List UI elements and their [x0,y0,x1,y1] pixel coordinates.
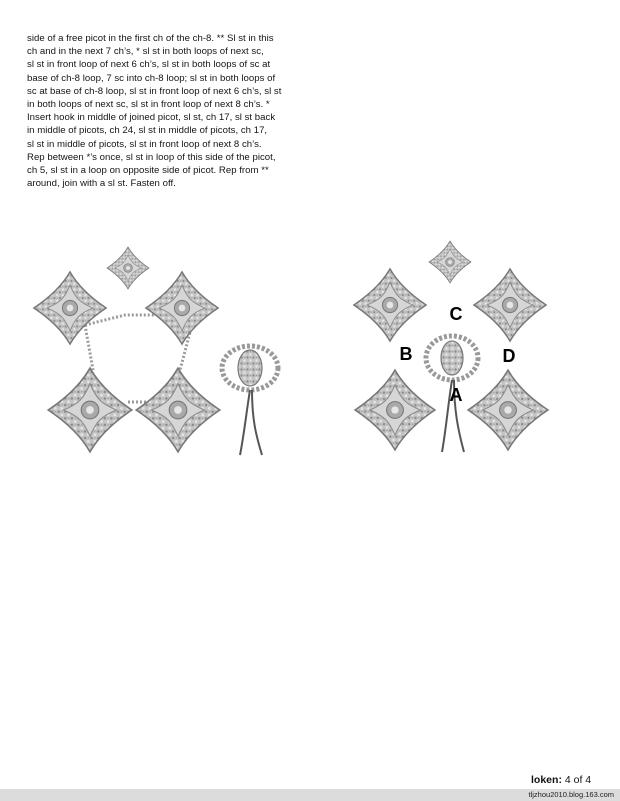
footer-separator: : [558,774,562,786]
instruction-line: ch 5, sl st in a loop on opposite side of picot. Rep from ** [27,165,269,177]
footer-bar [0,789,620,801]
label-a: A [449,385,463,405]
page-number: 4 of 4 [561,774,592,786]
motif-top-left [354,269,426,341]
instruction-line: sl st in front loop of next 6 ch’s, sl st in both loops of sc at [27,59,271,71]
instruction-line: around, join with a sl st. Fasten off. [27,178,176,190]
motif-bottom-right [468,370,548,450]
crochet-motifs-photo-unassembled [30,230,295,480]
motif-bottom-left [48,368,132,452]
instruction-line: side of a free picot in the first ch of the ch-8. ** Sl st in this [27,33,274,44]
motif-small-top [107,247,149,289]
crochet-assembly-illustration [340,230,570,480]
label-d: D [502,346,516,366]
instruction-line: ch and in the next 7 ch’s, * sl st in both loops of next sc, [27,46,264,58]
pattern-instructions [27,32,317,190]
instruction-line: sl st in middle of picots, sl st in front loop of next 8 ch’s. [27,138,262,150]
instruction-line: sc at base of ch-8 loop, sl st in front loop of next 6 ch’s, sl st [27,85,282,97]
instruction-line: in both loops of next sc, sl st in front loop of next 8 ch’s. * [27,99,270,111]
footer-brand: loken [531,774,559,786]
motif-top-right [146,272,218,344]
watermark: tljzhou2010.blog.163.com [528,790,614,799]
page-footer-label [531,774,591,786]
motif-top-left [34,272,106,344]
center-ring-motif [222,346,278,455]
instruction-line: Insert hook in middle of joined picot, sl st, ch 17, sl st back [27,112,276,124]
instruction-line: base of ch-8 loop, 7 sc into ch-8 loop; sl st in both loops of [27,72,276,84]
motif-bottom-right [136,368,220,452]
motif-small-top [429,241,471,283]
label-b: B [399,344,413,364]
label-c: C [449,304,463,324]
crochet-motifs-photo-assembled [340,230,570,480]
motif-top-right [474,269,546,341]
instruction-line: Rep between *’s once, sl st in loop of this side of the picot, [27,151,276,163]
crochet-motifs-illustration [30,230,295,480]
motif-bottom-left [355,370,435,450]
instruction-line: in middle of picots, ch 24, sl st in middle of picots, ch 17, [27,125,268,137]
